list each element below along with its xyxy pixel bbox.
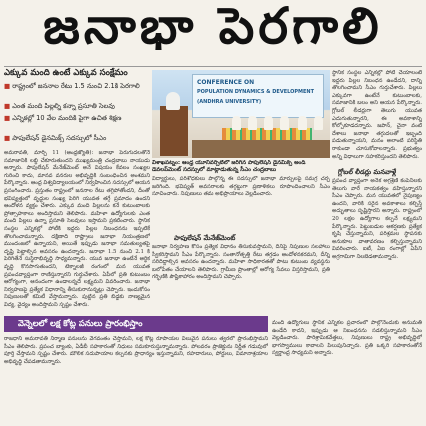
bullet-dot-icon: ■ — [4, 82, 11, 90]
headline-rule — [4, 66, 422, 67]
bullet-dot-icon: ■ — [4, 134, 11, 142]
bullet-dot-icon: ■ — [4, 114, 11, 122]
article-column-middle-1: విద్యార్థులు, పరిశోధకులు పాల్గొన్న ఈ సదస్సులో జనాభా మార్పులపై సమగ్ర చర్చ జరిగింది. భవిష్యత్ అవసరాలకు తగ్గట్టుగా ప్రణాళికలు రూపొందించాలని సీఎం సూచించారు. నిపుణులు తమ అభిప్రాయాలు వెల్లడించారు. — [152, 176, 330, 198]
event-photo — [152, 70, 330, 158]
bottom-article: రాజధాని అమరావతి నిర్మాణ పనులను వేగవంతం చేస్తామని, లక్ష కోట్ల రూపాయల విలువైన పనులు త్వరలో ప్రారంభిస్తామని సీఎం తెలిపారు. ప్రపంచ బ్యాంకు, ఏడీబీ సహకారంతో నిధులు సమకూరుస్తున్నామన్నారు. పోలవరం ప్రాజెక్టును నిర్ణీత గడువులో పూర్తి చేస్తామని స్పష్టం చేశారు. మౌలిక సదుపాయాల కల్పనకు ప్రాధాన్యం ఇస్తున్నామని, రహదారులు, పోర్టులు, విమానాశ్రయాల అభివృద్ధి చేపడతామన్నారు. — [4, 336, 268, 365]
person-figure — [280, 116, 289, 130]
middle-subhead: పాపులేషన్ మేనేజ్‌మెంట్ — [174, 234, 236, 242]
bullet-1: ■ రాష్ట్రంలో జననాల రేటు 1.5 నుంచి 2.1కి పెరగాలి — [4, 82, 140, 90]
photo-banner: CONFERENCE ON POPULATION DYNAMICS & DEVELOPMENT (ANDHRA UNIVERSITY) — [192, 74, 324, 118]
article-column-right-1: స్థానిక సంస్థల ఎన్నికల్లో పోటీ చేయాలంటే ఇద్దరు పిల్లల నిబంధన ఉండేదని, దాన్ని తొలగించామని సీఎం గుర్తుచేశారు. పిల్లలు ఎక్కువగా ఉంటేనే కుటుంబాలకు, సమాజానికి బలం అని ఆయన పేర్కొన్నారు. గ్లోబల్ లీడర్లుగా తెలుగు యువత ఎదుగుతున్నారని, ఈ అవకాశాన్ని కోల్పోకూడదన్నారు. జపాన్, చైనా వంటి దేశాలు జనాభా తగ్గుదలతో ఇబ్బంది పడుతున్నాయని, మనం అలాంటి పరిస్థితి రాకుండా చూసుకోవాలన్నారు. ప్రభుత్వం అన్ని విధాలుగా సహకరిస్తుందని తెలిపారు. — [332, 70, 422, 160]
headline: జనాభా పెరగాలి — [43, 0, 383, 55]
speaker-figure — [166, 92, 180, 110]
person-figure — [232, 116, 241, 130]
bottom-right-article: మంది ఉద్యోగులు స్థానిక ఎన్నికల ప్రచారంలో పాల్గొనేందుకు అనుమతి ఉండేది కాదని, ఇప్పుడు ఆ నిబంధనను సడలిస్తున్నామని సీఎం వెల్లడించారు. పారిశ్రామికవేత్తలు, నిపుణులు రాష్ట్ర అభివృద్ధిలో భాగస్వాములు కావాలని పిలుపునిచ్చారు. ప్రతి ఒక్కరి సహకారంతోనే స్వర్ణాంధ్ర సాధ్యమని అన్నారు. — [272, 320, 422, 357]
bullet-4: ■ పాపులేషన్ డైనమిక్స్ సదస్సులో సీఎం — [4, 134, 107, 142]
article-column-left: అమరావతి, మార్చి 11 (ఆంధ్రజ్యోతి): జనాభా పెరుగుదలతోనే సమాజానికి లబ్ధి చేకూరుతుందని ముఖ్యమంత్రి చంద్రబాబు నాయుడు అన్నారు. పాపులేషన్ మేనేజ్‌మెంట్ అనే విషయం కేవలం సంఖ్యల గురించి కాదు, మానవ వనరుల అభివృద్ధికి సంబంధించిన అంశమని పేర్కొన్నారు. ఆంధ్ర విశ్వవిద్యాలయంలో నిర్వహించిన సదస్సులో ఆయన ప్రసంగించారు. ప్రస్తుతం రాష్ట్రంలో జననాల రేటు తగ్గిపోతోందని, దీంతో భవిష్యత్తులో వృద్ధుల సంఖ్య పెరిగి యువత తగ్గే ప్రమాదం ఉందని ఆందోళన వ్యక్తం చేశారు. ఎక్కువ మంది పిల్లలను కనే కుటుంబాలకు ప్రోత్సాహకాలు అందిస్తామని తెలిపారు. మహిళా ఉద్యోగులకు ఎంత మంది పిల్లలు ఉన్నా ప్రసూతి సెలవులు ఇస్తామని ప్రకటించారు. స్థానిక సంస్థల ఎన్నికల్లో పోటీకి ఇద్దరు పిల్లల నిబంధనను ఇప్పటికే తొలగించామన్నారు. దక్షిణాది రాష్ట్రాలు జనాభా నియంత్రణలో ముందంజలో ఉన్నాయని, అయితే ఇప్పుడు జనాభా సమతుల్యతపై దృష్టి పెట్టాల్సిన అవసరం ఉందన్నారు. జనాభా 1.5 నుంచి 2.1 కి పెరిగితేనే సుస్థిరాభివృద్ధి సాధ్యమన్నారు. యువ జనాభా ఉంటేనే ఆర్థిక వృద్ధి కొనసాగుతుందని, టెక్నాలజీ రంగంలో మన యువత ప్రపంచవ్యాప్తంగా రాణిస్తున్నారని గుర్తుచేశారు. ఏపీలో ప్రతి కుటుంబం ఆరోగ్యంగా, ఆనందంగా ఉండాలన్నదే లక్ష్యమని వివరించారు. జనాభా నిర్వహణపై ప్రత్యేక విధానాన్ని తీసుకురానున్నట్లు చెప్పారు. ఇందుకోసం నిపుణులతో కమిటీ వేస్తామన్నారు. పుట్టిన ప్రతి బిడ్డకు నాణ్యమైన విద్య, వైద్యం అందిస్తామని స్పష్టం చేశారు. — [4, 150, 150, 308]
subheadline: ఎక్కువ మంది ఉంటే ఎక్కువ సంక్షేమం — [4, 68, 128, 78]
photo-caption: విశాఖపట్నం: ఆంధ్ర యూనివర్సిటీలో జరిగిన పాపులేషన్ డైనమిక్స్ అండ్ డెవలప్‌మెంట్ సదస్సులో మాట్లాడుతున్న సీఎం చంద్రబాబు — [152, 160, 306, 174]
bullet-3: ■ ఎన్నికల్లో 10 వేల మందికి పైగా ఉచిత శిక్షణ — [4, 114, 122, 122]
person-figure — [314, 116, 323, 130]
bullet-dot-icon: ■ — [4, 102, 11, 110]
section-band: వెన్నెలలో లక్ష కోట్ల పనులు ప్రారంభిస్తాం — [4, 316, 268, 332]
person-figure — [264, 116, 273, 130]
podium — [160, 106, 188, 156]
person-figure — [248, 116, 257, 130]
article-column-middle-2: జనాభా నిర్వహణ కోసం ప్రత్యేక విధానం తీసుకువస్తామని, దీనిపై నిపుణుల సలహాలు స్వీకరిస్తామని సీఎం పేర్కొన్నారు. సంతానోత్పత్తి రేటు తగ్గడం ఆందోళనకరమని, దీన్ని సరిదిద్దాల్సిన అవసరం ఉందన్నారు. మహిళా సాధికారతతో పాటు కుటుంబ వ్యవస్థను బలోపేతం చేయాలని తెలిపారు. గ్రామీణ ప్రాంతాల్లో ఆరోగ్య సేవలు విస్తరిస్తామని, ప్రతి గర్భిణికి పౌష్టికాహారం అందిస్తామని చెప్పారు. — [152, 244, 330, 281]
dais-table — [192, 140, 330, 158]
article-column-right-2: ప్రపంచ వ్యాప్తంగా అనేక అగ్రశ్రేణి కంపెనీలకు తెలుగు వారే నాయకత్వం వహిస్తున్నారని సీఎం చెప్పారు. మన యువతలో నైపుణ్యం ఉందని, వారికి సరైన అవకాశాలు కల్పిస్తే అద్భుతాలు సృష్టిస్తారని అన్నారు. రాష్ట్రంలో 20 లక్షల ఉద్యోగాల కల్పనే లక్ష్యమని పేర్కొన్నారు. పెట్టుబడుల ఆకర్షణకు ప్రత్యేక కృషి చేస్తున్నామని, పరిశ్రమల స్థాపనకు అనుకూల వాతావరణం కల్పిస్తున్నామని వివరించారు. ఐటీ, ఏఐ రంగాల్లో ఏపీని అగ్రగామిగా నిలబెడతామన్నారు. — [332, 178, 422, 260]
person-figure — [298, 116, 307, 130]
right-subhead: గ్లోబల్ లీడర్లు మనవాళ్లే — [338, 168, 397, 176]
bullet-2: ■ ఎంత మంది పిల్లల్ని కన్నా ప్రసూతి సెలవు — [4, 102, 115, 110]
